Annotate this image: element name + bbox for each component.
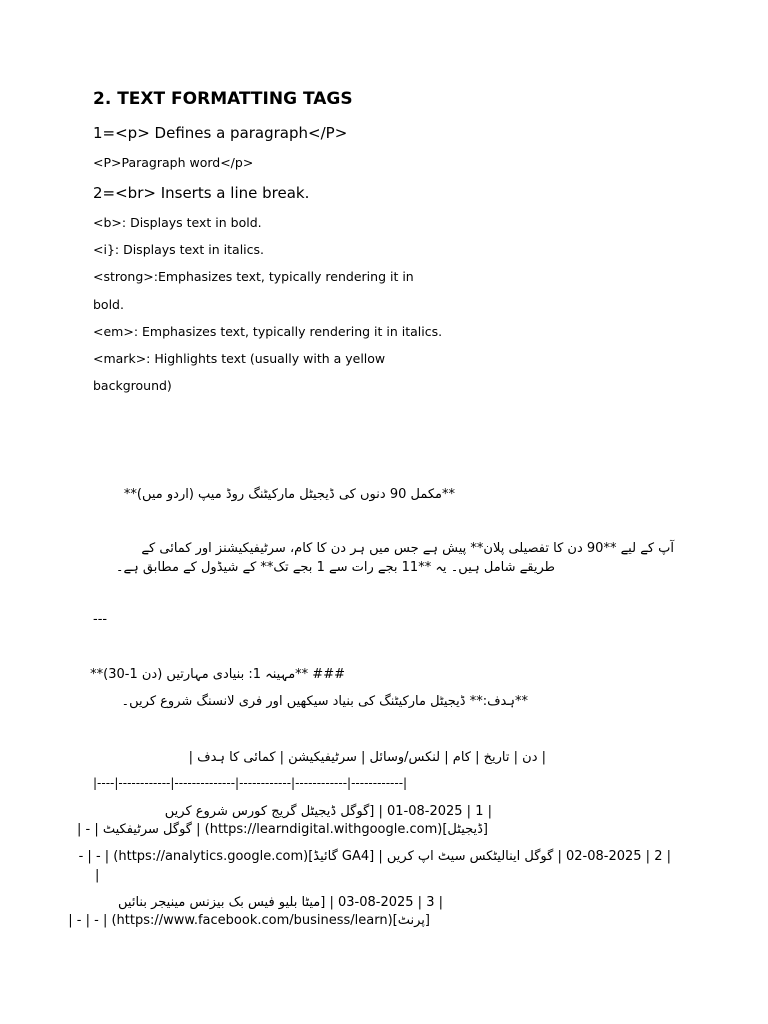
text-line: 2=<br> Inserts a line break. — [93, 184, 310, 202]
goal-line: **ہدف:** ڈیجیٹل مارکیٹنگ کی بنیاد سیکھیں اور فری لانسنگ شروع کریں۔ — [121, 694, 528, 709]
urdu-title: **مکمل 90 دنوں کی ڈیجیٹل مارکیٹنگ روڈ میپ (اردو میں)** — [123, 487, 455, 502]
text-line: <P>Paragraph word</p> — [93, 155, 254, 170]
table-row-line: | 3 | 03-08-2025 | [میٹا بلیو فیس بک بیزنس مینیجر بنائیں — [118, 895, 443, 910]
table-row-line: [ڈیجیٹل](https://learndigital.withgoogle.com) | گوگل سرٹیفکیٹ | - | — [77, 822, 488, 837]
table-row-line: [پرنٹ](https://www.facebook.com/business/learn) | - | - | — [68, 913, 430, 928]
text-line: background) — [93, 378, 172, 393]
text-line: <mark>: Highlights text (usually with a yellow — [93, 351, 386, 366]
table-header-line: | دن | تاریخ | کام | لنکس/وسائل | سرٹیفیکیشن | کمائی کا ہدف | — [188, 750, 546, 765]
text-line: bold. — [93, 297, 124, 312]
section-heading: 2. TEXT FORMATTING TAGS — [93, 89, 353, 109]
text-line: 1=<p> Defines a paragraph</P> — [93, 124, 348, 142]
table-divider-line: |----|------------|--------------|------------|------------|------------| — [93, 776, 408, 790]
text-line: <strong>:Emphasizes text, typically rendering it in — [93, 269, 414, 284]
table-row-line: | — [95, 868, 100, 883]
text-line: <em>: Emphasizes text, typically rendering it in italics. — [93, 324, 443, 339]
text-line: <i}: Displays text in italics. — [93, 242, 264, 257]
month-heading: ### **مہینہ 1: بنیادی مہارتیں (دن 1-30)** — [90, 667, 345, 682]
separator-text: --- — [93, 612, 108, 627]
table-row-line: | 2 | 02-08-2025 | گوگل اینالیٹکس سیٹ اپ کریں | [GA4 گائیڈ](https://analytics.google.com) | - | - — [78, 849, 671, 864]
table-row-line: | 1 | 01-08-2025 | [گوگل ڈیجیٹل گریج کورس شروع کریں — [164, 804, 492, 819]
text-line: <b>: Displays text in bold. — [93, 215, 262, 230]
urdu-intro-line: آپ کے لیے **90 دن کا تفصیلی پلان** پیش ہے جس میں ہر دن کا کام، سرٹیفیکیشنز اور کمائی کے — [141, 541, 674, 556]
urdu-intro-line: طریقے شامل ہیں۔ یہ **11 بجے رات سے 1 بجے تک** کے شیڈول کے مطابق ہے۔ — [115, 560, 555, 575]
